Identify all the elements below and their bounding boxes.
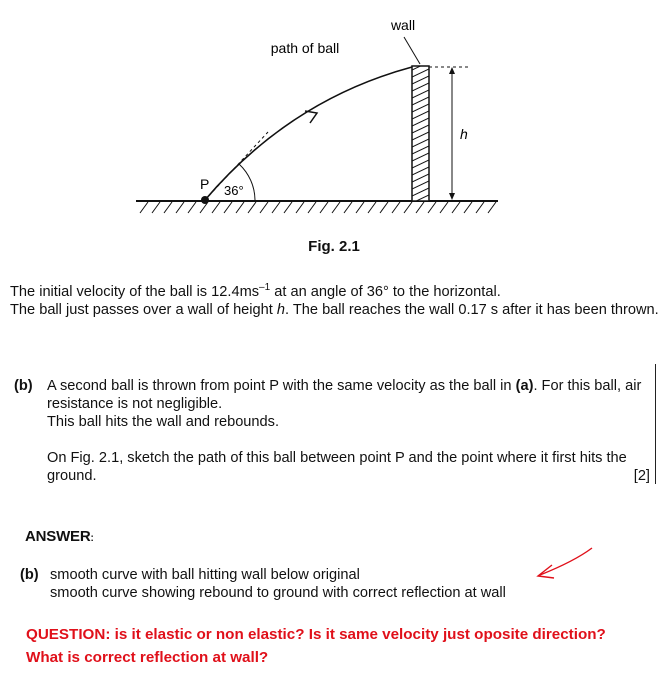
ball-path-curve: [205, 67, 412, 200]
answer-b-body: [50, 566, 610, 602]
wall-leader-line: [404, 37, 420, 64]
question-b-paragraph-1: A second ball is thrown from point P with the same velocity as the ball in (a). For this ball, air resistance is not negligible. This ball hits the wall and rebounds.: [47, 378, 642, 430]
intro-paragraph: [10, 279, 662, 319]
ground-hatching: [140, 202, 496, 213]
point-p-dot: [201, 196, 209, 204]
angle-label: 36°: [224, 183, 244, 198]
wall: [412, 62, 429, 203]
answer-heading: ANSWER:: [25, 528, 94, 545]
answer-b-label: (b): [20, 567, 39, 583]
question-b-paragraph-2: On Fig. 2.1, sketch the path of this ball between point P and the point where it first hits the ground.: [47, 450, 627, 484]
intro-line-1: The initial velocity of the ball is $12.4ms^{-1}$ at an angle of 36° to the horizontal.: [10, 282, 501, 300]
margin-rule: [655, 364, 656, 484]
height-arrow: [449, 67, 455, 200]
figure-2-1: [0, 0, 668, 236]
wall-label: wall: [390, 17, 416, 33]
user-question-line-1: QUESTION: is it elastic or non elastic? Is it same velocity just oposite direction?: [26, 626, 606, 643]
question-b-body: [47, 377, 647, 485]
height-label: h: [460, 126, 468, 142]
path-label: path of ball: [270, 40, 340, 56]
question-b-marks: [2]: [633, 468, 650, 484]
intro-line-2: The ball just passes over a wall of height h. The ball reaches the wall 0.17 s after it has been thrown.: [10, 301, 659, 318]
answer-line-2: smooth curve showing rebound to ground with correct reflection at wall: [50, 585, 506, 601]
red-annotation-arrow-icon: [530, 545, 600, 585]
point-p-label: P: [200, 176, 210, 192]
user-question-line-2: What is correct reflection at wall?: [26, 648, 269, 666]
user-question: [26, 624, 666, 669]
question-b-label: (b): [14, 378, 33, 394]
answer-line-1: smooth curve with ball hitting wall below original: [50, 567, 360, 583]
figure-caption: Fig. 2.1: [308, 238, 360, 255]
